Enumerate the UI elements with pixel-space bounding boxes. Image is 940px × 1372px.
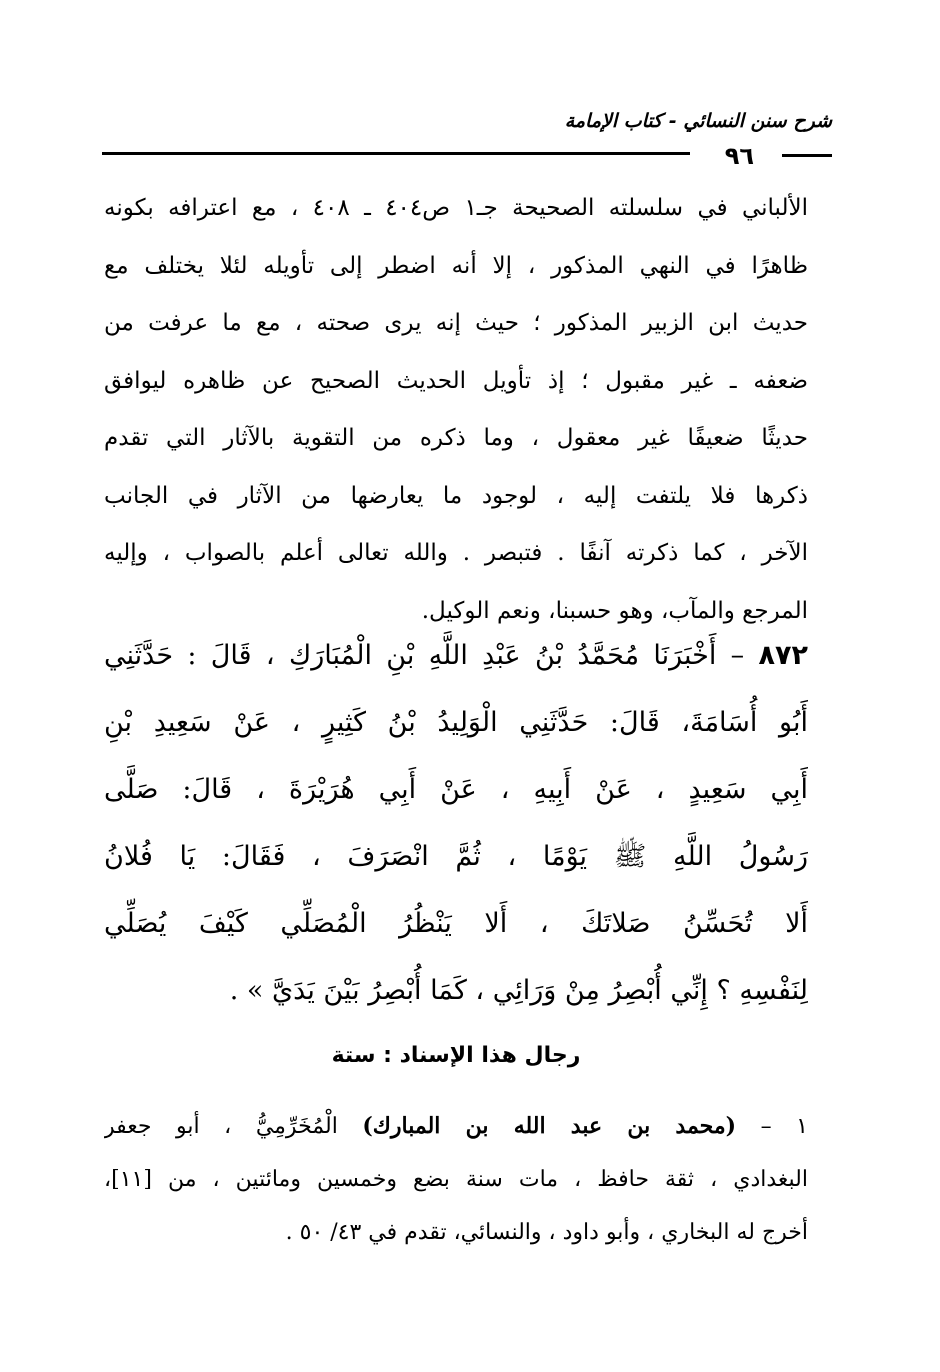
commentary-paragraph [104, 180, 808, 640]
header-title: شرح سنن النسائي - كتاب الإمامة [564, 110, 832, 132]
header-rule [102, 152, 690, 155]
commentary-line: حديثًا ضعيفًا غير معقول ، وما ذكره من التقوية بالآثار التي تقدم [104, 425, 808, 451]
page-number: ٩٦ [724, 142, 754, 170]
hadith-number: ٨٧٢ [758, 640, 808, 671]
hadith-line: أَبِي سَعِيدٍ ، عَنْ أَبِيهِ ، عَنْ أَبِي هُرَيْرَةَ ، قَالَ: صَلَّى [104, 774, 808, 805]
hadith-line: لِنَفْسِهِ ؟ إِنِّي أُبْصِرُ مِنْ وَرَائِي ، كَمَا أُبْصِرُ بَيْنَ يَدَيَّ » . [229, 975, 808, 1006]
commentary-line: ظاهرًا في النهي المذكور ، إلا أنه اضطر إلى تأويله لئلا يختلف مع [104, 252, 808, 279]
commentary-line: ذكرها فلا يلتفت إليه ، لوجود ما يعارضها من الآثار في الجانب [104, 482, 808, 509]
narrator-line: البغدادي ، ثقة حافظ ، مات سنة بضع وخمسين ومائتين ، من [١١]، [104, 1167, 808, 1192]
commentary-line: الآخر ، كما ذكرته آنفًا . فتبصر . والله تعالى أعلم بالصواب ، وإليه [104, 540, 808, 566]
narrator-number: ١ [796, 1114, 808, 1139]
commentary-line: المرجع والمآب، وهو حسبنا، ونعم الوكيل. [421, 597, 808, 624]
commentary-line: حديث ابن الزبير المذكور ؛ حيث إنه يرى صحته ، مع ما عرفت من [104, 310, 808, 336]
hadith-line: رَسُولُ اللَّهِ ﷺ يَوْمًا ، ثُمَّ انْصَرَفَ ، فَقَالَ: يَا فُلانُ [104, 841, 808, 872]
narrators-list [104, 1100, 808, 1259]
running-header [102, 108, 832, 170]
narrator-name: (محمد بن عبد الله بن المبارك) [362, 1113, 737, 1139]
page-number-dash [782, 154, 832, 157]
narrator-nisba: الْمُخَرِّمِيُّ ، أبو جعفر [104, 1114, 363, 1139]
narrator-line: ١ – (محمد بن عبد الله بن المبارك) الْمُخَرِّمِيُّ ، أبو جعفر [104, 1113, 808, 1139]
hadith-line: أَلا تُحَسِّنُ صَلاتَكَ ، أَلا يَنْظُرُ الْمُصَلِّي كَيْفَ يُصَلِّي [104, 908, 808, 939]
hadith-line-text: – أَخْبَرَنَا مُحَمَّدُ بْنُ عَبْدِ اللَّهِ بْنِ الْمُبَارَكِ ، قَالَ : حَدَّثَنِي [104, 640, 745, 671]
commentary-line: ضعفه ـ غير مقبول ؛ إذ تأويل الحديث الصحيح عن ظاهره ليوافق [104, 367, 808, 394]
hadith-line: أَبُو أُسَامَةَ، قَالَ: حَدَّثَنِي الْوَلِيدُ بْنُ كَثِيرٍ ، عَنْ سَعِيدِ بْنِ [104, 707, 808, 738]
narrator-line: أخرج له البخاري ، وأبو داود ، والنسائي، تقدم في ٤٣/ ٥٠ . [285, 1220, 808, 1245]
commentary-line: الألباني في سلسلته الصحيحة جـ١ ص٤٠٤ ـ ٤٠٨ ، مع اعترافه بكونه [104, 195, 808, 221]
hadith-text [104, 622, 808, 1024]
section-heading: رجال هذا الإسناد : ستة [331, 1043, 581, 1068]
hadith-line [104, 622, 808, 689]
